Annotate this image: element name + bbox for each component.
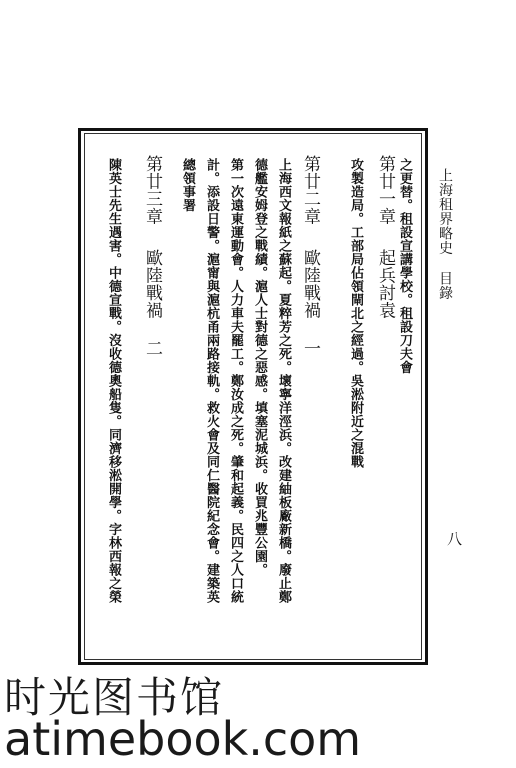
toc-line-4: 德艦安姆登之戰績。滬人士對德之惡感。填塞泥城浜。收買兆豐公園。 (252, 158, 267, 577)
toc-line-2: 攻製造局。工部局佔領閘北之經過。吳淞附近之混戰 (348, 158, 363, 469)
chapter-22-heading (301, 155, 318, 357)
toc-line-3: 上海西文報紙之蘇起。夏粹芳之死。壞寧洋涇浜。改建紬板廠新橋。廢止鄭 (276, 158, 291, 604)
toc-line-1: 之更替。租設宣講學校。租設刀夫會 (397, 158, 412, 374)
chapter-number: 第廿二章 (300, 155, 320, 225)
chapter-number: 第廿三章 (142, 155, 162, 225)
chapter-title: 歐陸戰禍 二 (142, 249, 162, 357)
toc-line-5: 第一次遠東運動會。人力車夫罷工。鄭汝成之死。肇和起義。民四之人口統 (228, 158, 243, 604)
toc-line-8: 陳英士先生遇害。中德宣戰。沒收德奧船隻。同濟移淞開學。字林西報之榮 (106, 158, 121, 604)
page-number: 八 (447, 530, 463, 548)
watermark-url: atimebook.com (4, 712, 362, 766)
chapter-21-heading (376, 155, 393, 319)
chapter-number: 第廿一章 (375, 155, 395, 225)
chapter-title: 起兵討袁 (375, 249, 395, 319)
chapter-23-heading (143, 155, 160, 357)
watermark-chinese: 时光图书馆 (4, 673, 225, 722)
section-label: 目錄 (437, 271, 453, 300)
running-header (438, 168, 452, 300)
book-title: 上海租界略史 (437, 168, 453, 255)
toc-line-6: 計。添設日警。滬甯與滬杭甬兩路接軌。救火會及同仁醫院紀念會。建築英 (204, 158, 219, 604)
toc-line-7: 總領事署 (180, 158, 195, 212)
chapter-title: 歐陸戰禍 一 (300, 249, 320, 357)
